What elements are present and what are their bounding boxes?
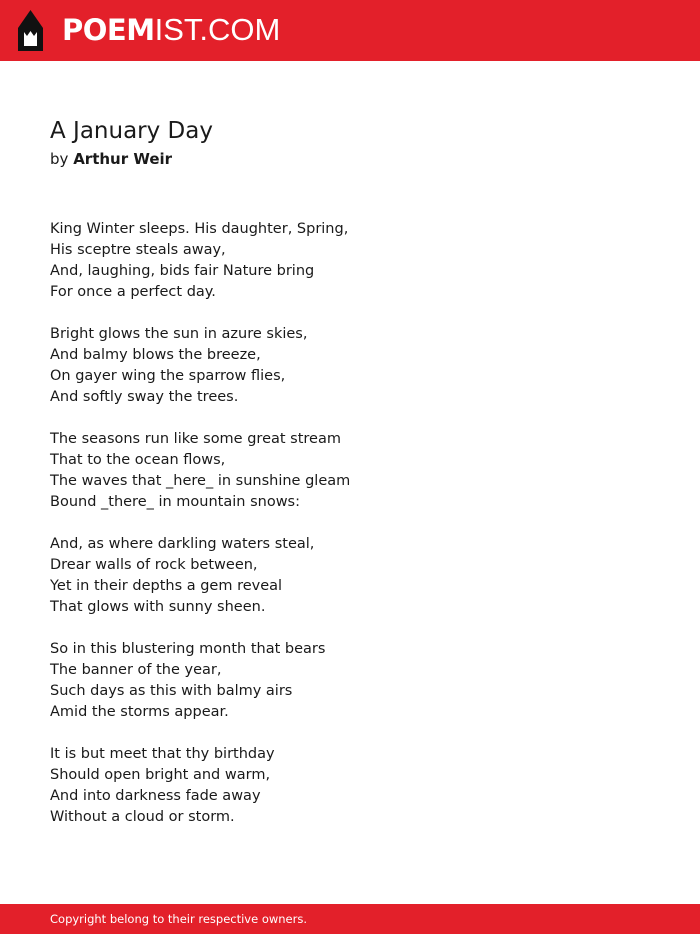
poem-line: Amid the storms appear.: [50, 704, 229, 720]
logo-light-text: IST.COM: [154, 12, 281, 47]
poem-line: His sceptre steals away,: [50, 242, 226, 258]
poem-line: King Winter sleeps. His daughter, Spring,: [50, 221, 349, 237]
poem-line: So in this blustering month that bears: [50, 641, 326, 657]
poem-title: A January Day: [50, 118, 213, 144]
poem-line: Bright glows the sun in azure skies,: [50, 326, 308, 342]
poem-body: [50, 219, 650, 849]
poem-author: Arthur Weir: [73, 150, 173, 168]
poem-line: It is but meet that thy birthday: [50, 746, 275, 762]
logo-bold-text: POEM: [62, 13, 155, 47]
poem-line: Bound _there_ in mountain snows:: [50, 494, 300, 510]
stanza: [50, 429, 650, 513]
poem-line: And, as where darkling waters steal,: [50, 536, 315, 552]
site-footer: [0, 904, 700, 934]
by-label: by: [50, 150, 69, 168]
poem-line: For once a perfect day.: [50, 284, 216, 300]
stanza: [50, 219, 650, 303]
poem-line: Such days as this with balmy airs: [50, 683, 293, 699]
poem-line: The banner of the year,: [50, 662, 222, 678]
poem-line: That glows with sunny sheen.: [50, 599, 266, 615]
poem-line: And, laughing, bids fair Nature bring: [50, 263, 315, 279]
poem-byline: [50, 149, 172, 169]
poem-line: Without a cloud or storm.: [50, 809, 235, 825]
poem-line: And balmy blows the breeze,: [50, 347, 261, 363]
stanza: [50, 324, 650, 408]
stanza: [50, 639, 650, 723]
poem-line: Yet in their depths a gem reveal: [50, 578, 283, 594]
stanza: [50, 744, 650, 828]
site-header: [0, 0, 700, 61]
stanza: [50, 534, 650, 618]
site-logo[interactable]: [62, 12, 280, 48]
poem-line: And into darkness fade away: [50, 788, 261, 804]
pencil-icon: [18, 10, 43, 51]
copyright-text: Copyright belong to their respective owners.: [50, 912, 308, 926]
poem-line: The waves that _here_ in sunshine gleam: [50, 473, 351, 489]
poem-line: Should open bright and warm,: [50, 767, 271, 783]
poem-line: And softly sway the trees.: [50, 389, 239, 405]
poem-line: On gayer wing the sparrow flies,: [50, 368, 286, 384]
poem-line: That to the ocean flows,: [50, 452, 226, 468]
poem-line: Drear walls of rock between,: [50, 557, 258, 573]
poem-line: The seasons run like some great stream: [50, 431, 341, 447]
